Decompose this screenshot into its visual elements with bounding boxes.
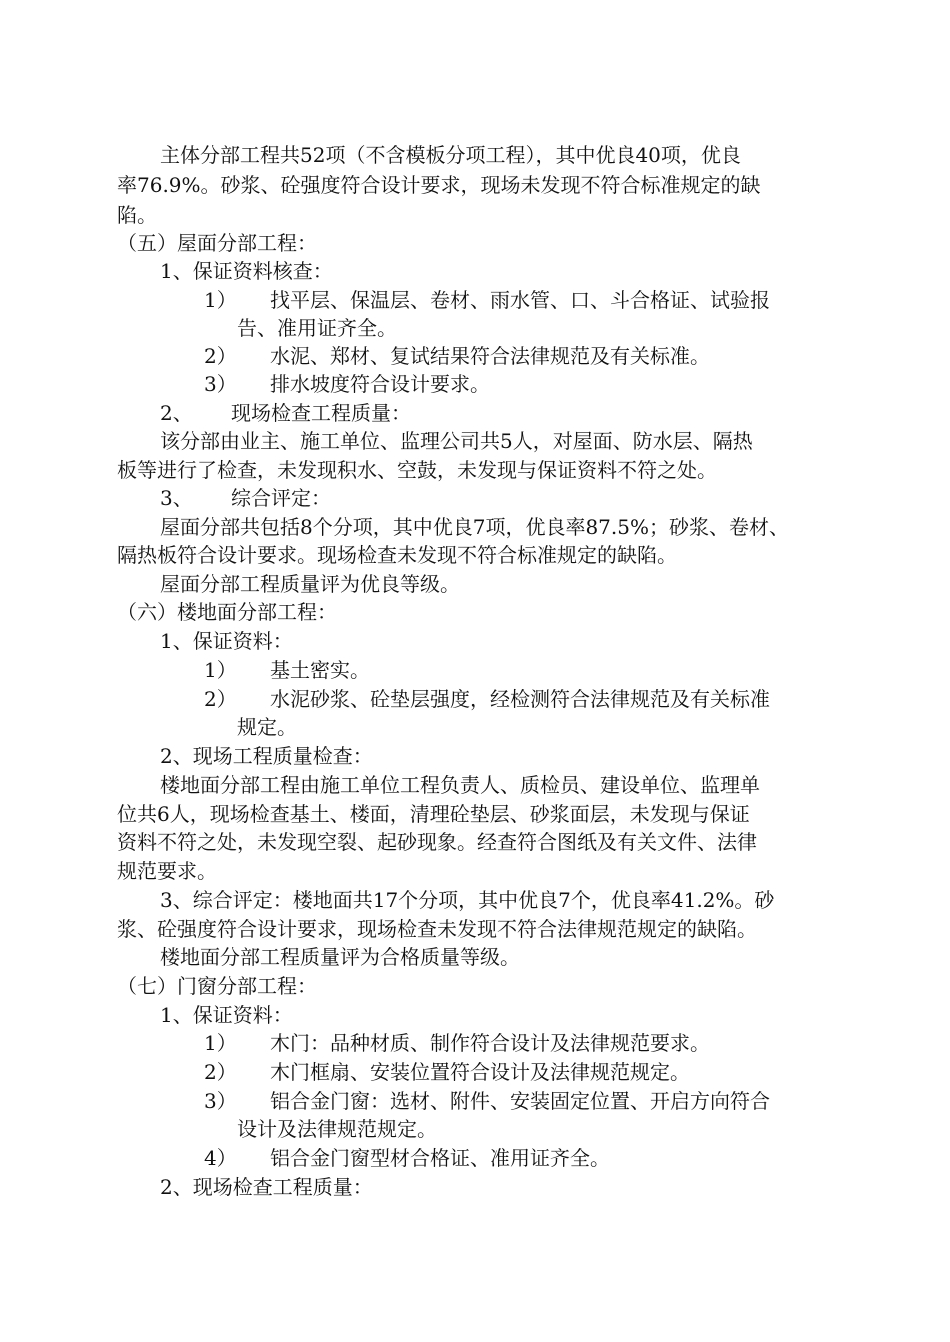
paragraph-line: 主体分部工程共52项（不含模板分项工程），其中优良40项，优良 <box>160 143 741 167</box>
subsection-heading: 现场检查工程质量： <box>231 401 411 425</box>
list-number: 1） <box>204 288 237 312</box>
section-heading: （五）屋面分部工程： <box>117 231 317 255</box>
paragraph-line: 资料不符之处，未发现空裂、起砂现象。经查符合图纸及有关文件、法律 <box>117 830 757 854</box>
subsection-heading: 2、现场检查工程质量： <box>160 1175 373 1199</box>
subsection-heading: 1、保证资料核查： <box>160 259 333 283</box>
section-heading: （六）楼地面分部工程： <box>117 600 337 624</box>
paragraph-line: 该分部由业主、施工单位、监理公司共5人，对屋面、防水层、隔热 <box>160 429 753 453</box>
list-number: 4） <box>204 1146 237 1170</box>
list-item: 铝合金门窗型材合格证、准用证齐全。 <box>270 1146 610 1170</box>
list-number: 2） <box>204 344 237 368</box>
list-item-continuation: 规定。 <box>237 715 297 739</box>
section-heading: （七）门窗分部工程： <box>117 974 317 998</box>
list-item: 水泥、郑材、复试结果符合法律规范及有关标准。 <box>270 344 710 368</box>
paragraph-line: 位共6人，现场检查基土、楼面，清理砼垫层、砂浆面层，未发现与保证 <box>117 802 750 826</box>
list-number: 2） <box>204 687 237 711</box>
list-number: 1） <box>204 1031 237 1055</box>
subsection-heading: 2、现场工程质量检查： <box>160 744 373 768</box>
list-number: 3、 <box>160 486 193 510</box>
list-item-continuation: 告、准用证齐全。 <box>237 316 397 340</box>
paragraph-line: 隔热板符合设计要求。现场检查未发现不符合标准规定的缺陷。 <box>117 543 677 567</box>
paragraph-line: 屋面分部共包括8个分项，其中优良7项，优良率87.5%；砂浆、卷材、 <box>160 515 789 539</box>
subsection-heading: 1、保证资料： <box>160 629 293 653</box>
list-number: 3） <box>204 1089 237 1113</box>
paragraph-line: 3、综合评定：楼地面共17个分项，其中优良7个，优良率41.2%。砂 <box>160 888 775 912</box>
list-item: 基土密实。 <box>270 658 370 682</box>
list-number: 3） <box>204 372 237 396</box>
list-item: 木门：品种材质、制作符合设计及法律规范要求。 <box>270 1031 710 1055</box>
paragraph-line: 规范要求。 <box>117 859 217 883</box>
paragraph-line: 楼地面分部工程由施工单位工程负责人、质检员、建设单位、监理单 <box>160 773 760 797</box>
list-item: 排水坡度符合设计要求。 <box>270 372 490 396</box>
list-number: 2、 <box>160 401 193 425</box>
list-number: 2） <box>204 1060 237 1084</box>
list-number: 1） <box>204 658 237 682</box>
list-item: 铝合金门窗：选材、附件、安装固定位置、开启方向符合 <box>270 1089 770 1113</box>
paragraph-line: 率76.9%。砂浆、砼强度符合设计要求，现场未发现不符合标准规定的缺 <box>117 173 761 197</box>
subsection-heading: 1、保证资料： <box>160 1003 293 1027</box>
list-item: 木门框扇、安装位置符合设计及法律规范规定。 <box>270 1060 690 1084</box>
paragraph-line: 浆、砼强度符合设计要求，现场检查未发现不符合法律规范规定的缺陷。 <box>117 917 757 941</box>
paragraph-line: 屋面分部工程质量评为优良等级。 <box>160 572 460 596</box>
paragraph-line: 板等进行了检查，未发现积水、空鼓，未发现与保证资料不符之处。 <box>117 458 717 482</box>
list-item: 水泥砂浆、砼垫层强度，经检测符合法律规范及有关标准 <box>270 687 770 711</box>
list-item-continuation: 设计及法律规范规定。 <box>237 1117 437 1141</box>
paragraph-line: 楼地面分部工程质量评为合格质量等级。 <box>160 945 520 969</box>
subsection-heading: 综合评定： <box>231 486 331 510</box>
list-item: 找平层、保温层、卷材、雨水管、口、斗合格证、试验报 <box>270 288 770 312</box>
paragraph-line: 陷。 <box>117 203 157 227</box>
